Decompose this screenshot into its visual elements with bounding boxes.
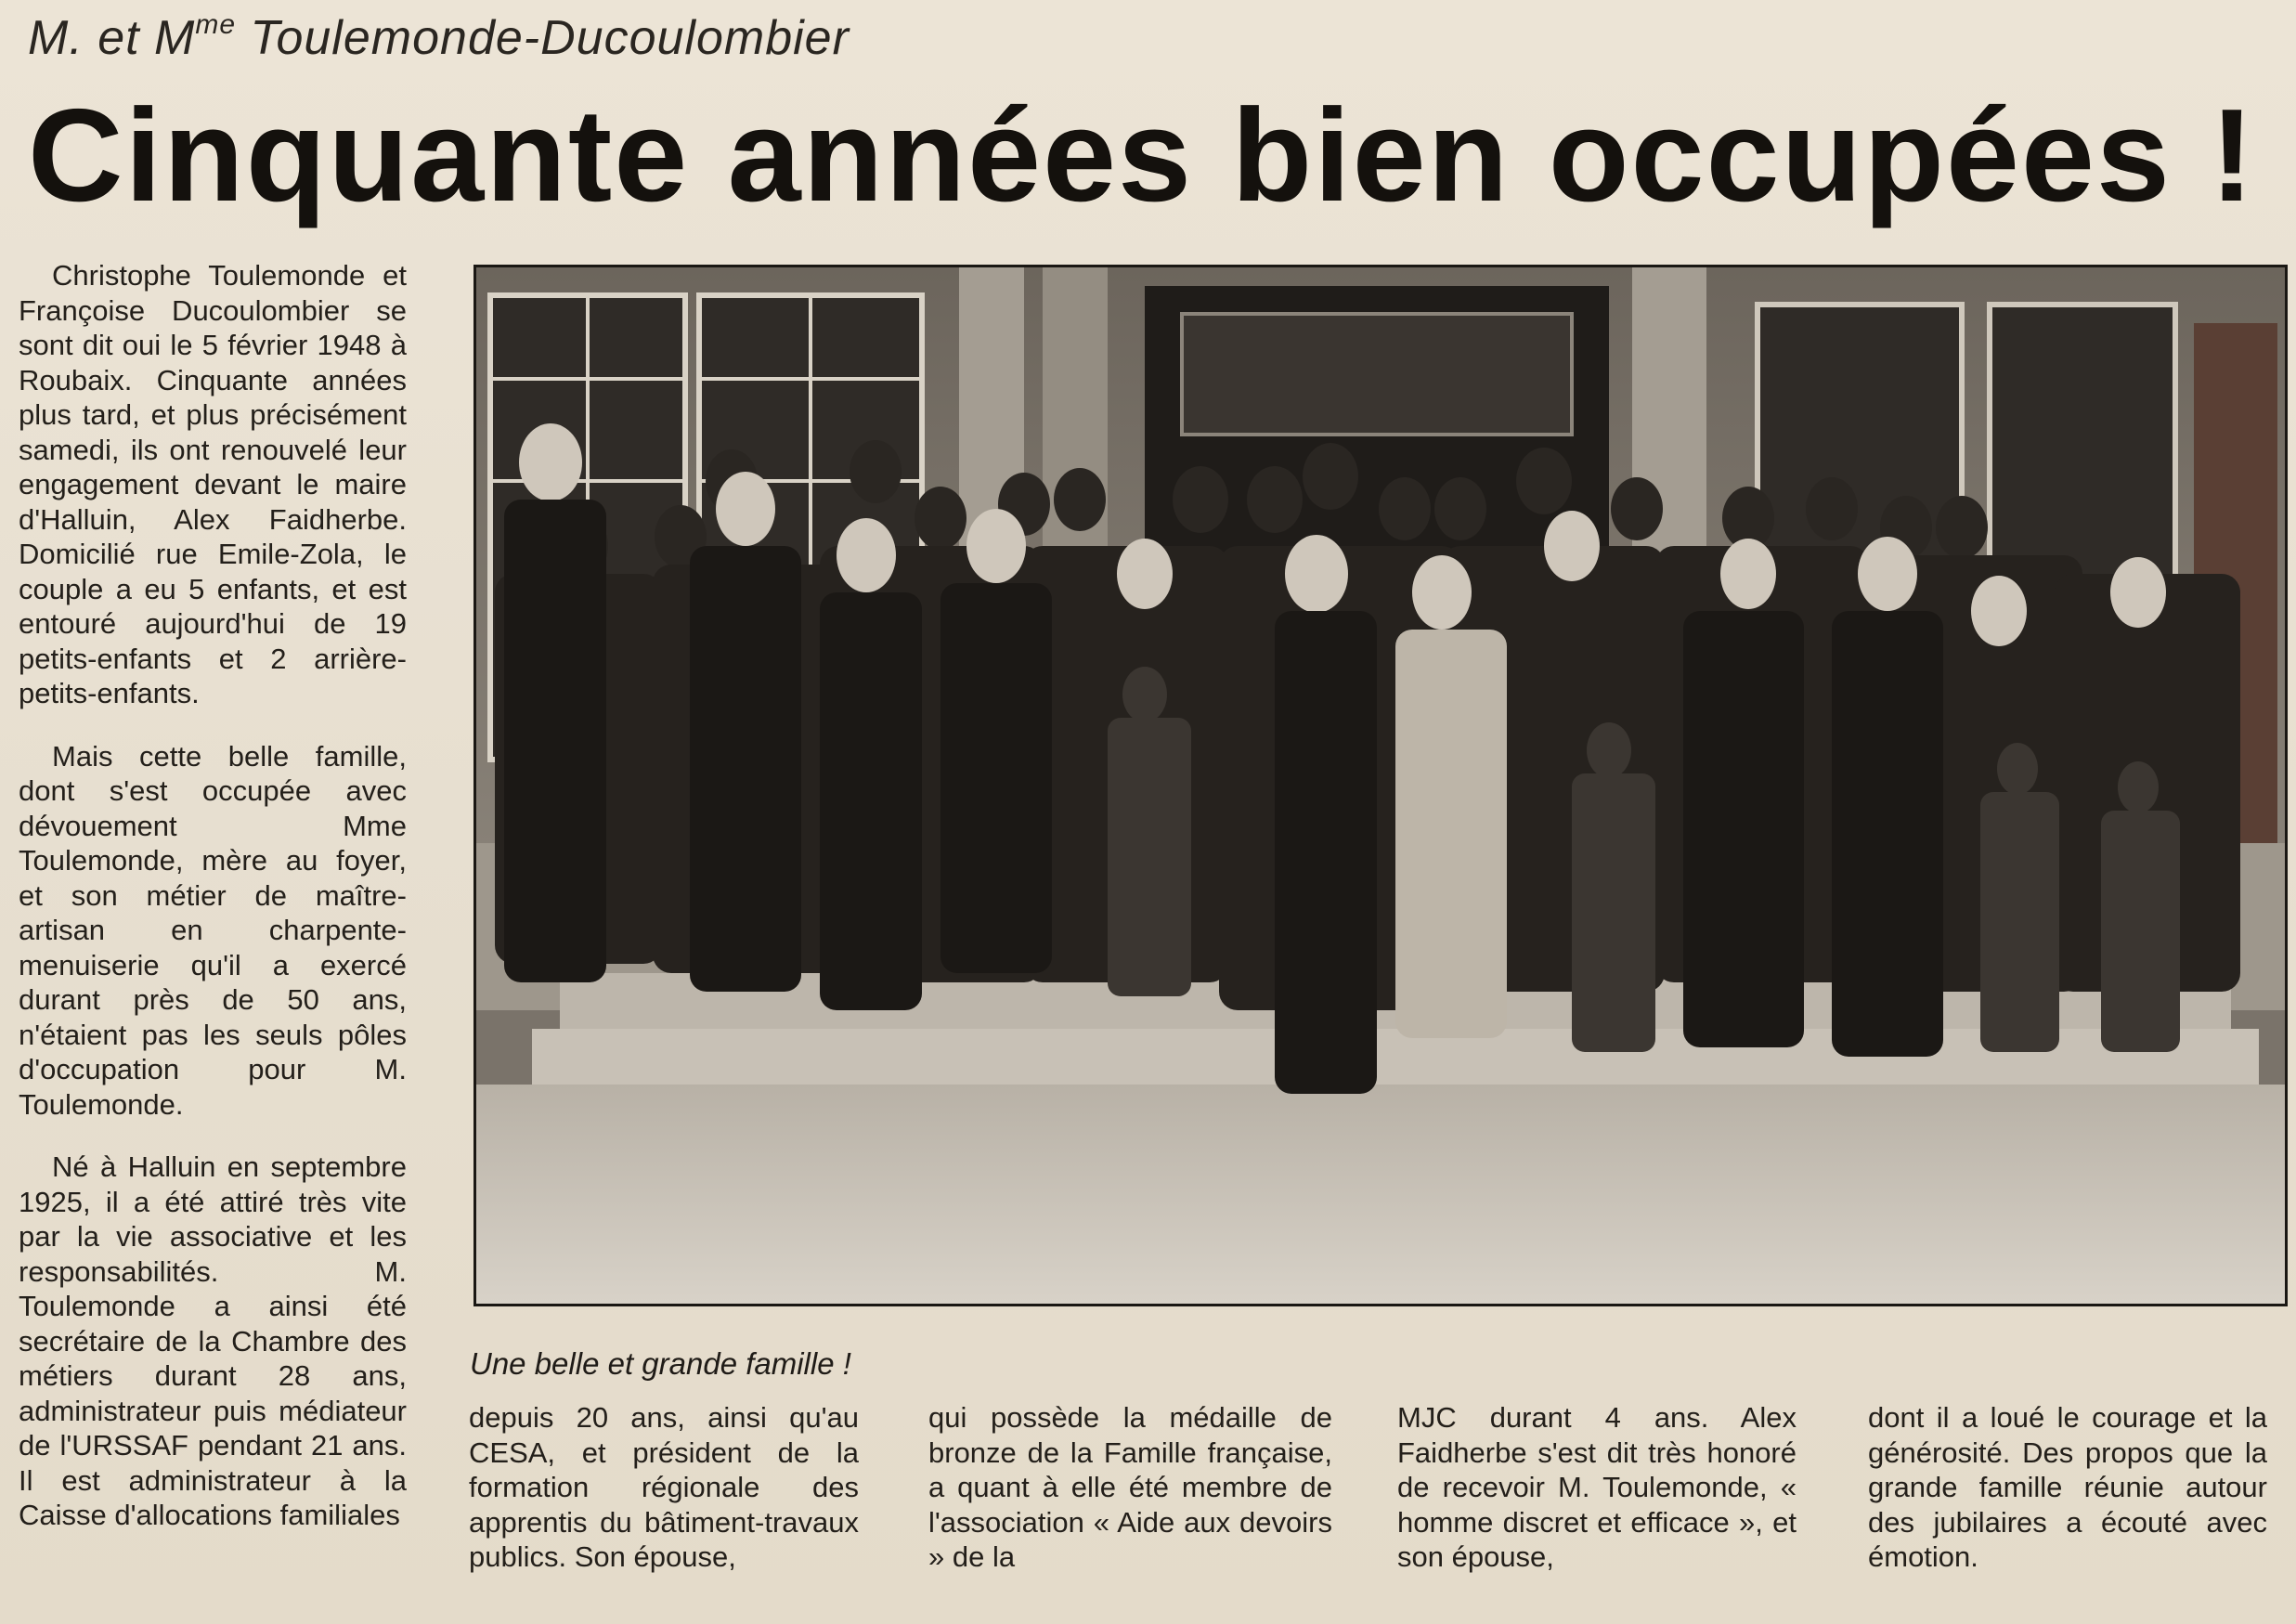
kicker-prefix: M. et M (28, 11, 196, 65)
family-photo (473, 265, 2288, 1306)
kicker-superscript: me (195, 9, 237, 40)
photo-caption: Une belle et grande famille ! (470, 1346, 851, 1381)
text-column-4: MJC durant 4 ans. Alex Faidherbe s'est dit très honoré de recevoir M. Toulemonde, « homme discret et efficace », et son épouse, (1397, 1401, 1797, 1573)
paragraph-2: Mais cette belle famille, dont s'est occupée avec dévouement Mme Toulemonde, mère au foyer, et son métier de maître-artisan en charpente-menuiserie qu'il a exercé durant près de 50 ans, n'étaient pas les seuls pôles d'occupation pour M. Toulemonde. (19, 739, 407, 1121)
text-column-5: dont il a loué le courage et la générosité. Des propos que la grande famille réunie autour des jubilaires a écouté avec émotion. (1868, 1401, 2267, 1573)
photo-illustration (476, 267, 2285, 1304)
text-column-2: depuis 20 ans, ainsi qu'au CESA, et président de la formation régionale des apprentis du bâtiment-travaux publics. Son épouse, (469, 1401, 859, 1573)
paragraph-1: Christophe Toulemonde et Françoise Ducoulombier se sont dit oui le 5 février 1948 à Roubaix. Cinquante années plus tard, et plus précisément samedi, ils ont renouvelé leur engagement devant le maire d'Halluin, Alex Faidherbe. Domicilié rue Emile-Zola, le couple a eu 5 enfants, et est entouré aujourd'hui de 19 petits-enfants et 2 arrière-petits-enfants. (19, 259, 407, 709)
paragraph-3: Né à Halluin en septembre 1925, il a été attiré très vite par la vie associative et les responsabilités. M. Toulemonde a ainsi été secrétaire de la Chambre des métiers durant 28 ans, administrateur puis médiateur de l'URSSAF pendant 21 ans. Il est administrateur à la Caisse d'allocations familiales (19, 1150, 407, 1531)
article-kicker (28, 9, 850, 66)
article-headline: Cinquante années bien occupées ! (28, 82, 2256, 229)
text-column-3: qui possède la médaille de bronze de la Famille française, a quant à elle été membre de l'association « Aide aux devoirs » de la (928, 1401, 1332, 1573)
text-column-1 (19, 258, 407, 1561)
kicker-names: Toulemonde-Ducoulombier (236, 11, 850, 65)
